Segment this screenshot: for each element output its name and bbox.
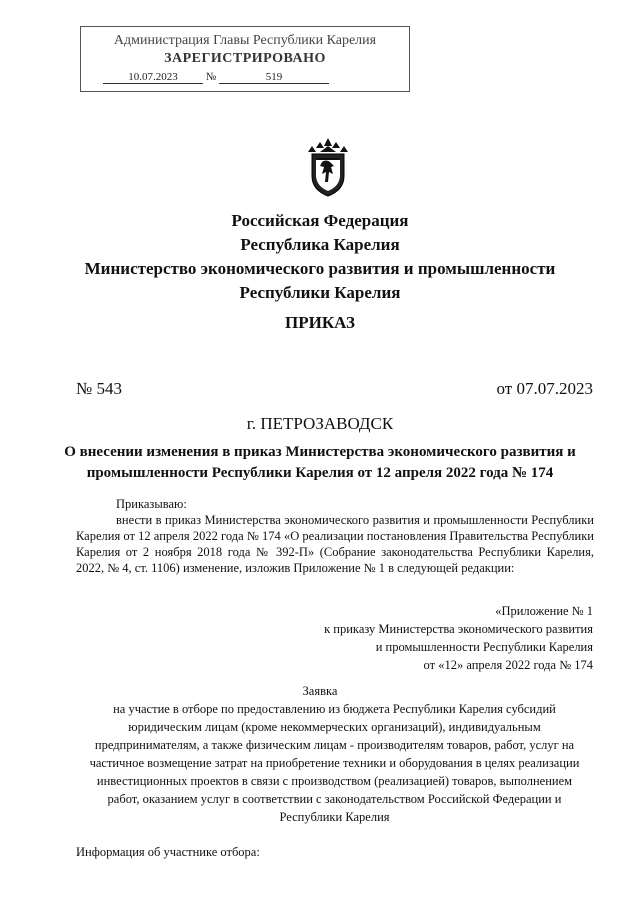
karelia-coat-of-arms-icon bbox=[302, 136, 354, 198]
zayavka-line: юридическим лицам (кроме некоммерческих организаций), индивидуальным bbox=[128, 720, 541, 734]
zayavka-line: работ, оказанием услуг в соответствии с законодательством Российской Федерации и bbox=[107, 792, 562, 806]
appendix-line-1: «Приложение № 1 bbox=[495, 604, 593, 618]
zayavka-line: Республики Карелия bbox=[279, 810, 390, 824]
appendix-reference bbox=[324, 602, 593, 674]
stamp-registration-line bbox=[103, 71, 329, 84]
order-number: № 543 bbox=[76, 379, 122, 398]
document-type: ПРИКАЗ bbox=[285, 313, 355, 332]
stamp-number: 519 bbox=[219, 71, 329, 84]
document-title bbox=[40, 442, 600, 484]
header-line-1: Российская Федерация bbox=[231, 211, 409, 230]
zayavka-title: Заявка bbox=[302, 684, 338, 698]
prikazyvayu: Приказываю: bbox=[116, 497, 187, 511]
stamp-issuer: Администрация Главы Республики Карелия bbox=[113, 33, 377, 48]
zayavka-line: предпринимателям, а также физическим лицам - производителям товаров, работ, услуг на bbox=[94, 738, 575, 752]
appendix-line-3: и промышленности Республики Карелия bbox=[375, 640, 593, 654]
zayavka-line: инвестиционных проектов в связи с производством (реализацией) товаров, выполнением bbox=[96, 774, 573, 788]
city: г. ПЕТРОЗАВОДСК bbox=[246, 414, 394, 433]
participant-info-label: Информация об участнике отбора: bbox=[76, 845, 260, 859]
title-line-1: О внесении изменения в приказ Министерства экономического развития и bbox=[64, 444, 576, 460]
zayavka-line: частичное возмещение затрат на приобретение техники и оборудования в целях реализации bbox=[89, 756, 580, 770]
zayavka-text bbox=[76, 700, 593, 826]
appendix-line-4: от «12» апреля 2022 года № 174 bbox=[423, 658, 593, 672]
stamp-registered: ЗАРЕГИСТРИРОВАНО bbox=[164, 51, 326, 66]
zayavka-line: на участие в отборе по предоставлению из бюджета Республики Карелия субсидий bbox=[113, 702, 556, 716]
stamp-number-label: № bbox=[205, 71, 217, 83]
order-date: от 07.07.2023 bbox=[496, 379, 593, 398]
appendix-line-2: к приказу Министерства экономического развития bbox=[324, 622, 593, 636]
main-paragraph: внести в приказ Министерства экономического развития и промышленности Республики Карелия от 12 апреля 2022 года № 174 «О реализации постановления Правительства Республики Карелия от 2 ноября 2018 года № 392-П» (Собрание законодательства Республики Карелия, 2022, № 4, ст. 1106) изменение, изложив Приложение № 1 в следующей редакции: bbox=[76, 513, 594, 575]
title-line-2: промышленности Республики Карелия от 12 апреля 2022 года № 174 bbox=[86, 465, 554, 481]
stamp-date: 10.07.2023 bbox=[103, 71, 203, 84]
registration-stamp bbox=[80, 26, 410, 92]
header-line-3: Министерство экономического развития и промышленности bbox=[84, 259, 556, 278]
header-line-2: Республика Карелия bbox=[240, 235, 400, 254]
header-line-4: Республики Карелия bbox=[239, 283, 401, 302]
